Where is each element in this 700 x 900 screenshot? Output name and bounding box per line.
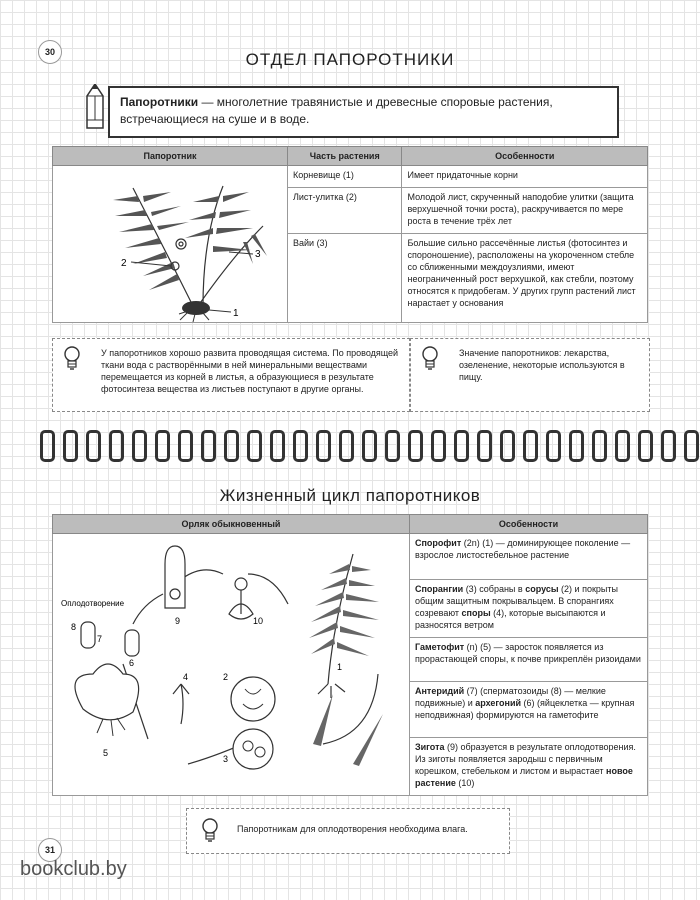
fern-parts-table (52, 146, 648, 323)
note-fertilization-water: Папоротникам для оплодотворения необходима влага. (186, 808, 510, 854)
part-rhizome: Корневище (1) (288, 166, 402, 188)
fern-illustration-cell (53, 166, 288, 323)
fern-label-2: 2 (121, 258, 127, 269)
feature-rhizome: Имеет придаточные корни (402, 166, 648, 188)
diagram-label-9: 9 (175, 616, 181, 626)
pencil-icon (86, 84, 104, 132)
definition-term: Папоротники (120, 95, 199, 109)
definition-text: — многолетние травянистые и древесные споровые растения, встречающиеся на суше и в воде. (120, 95, 553, 126)
page-number-top: 30 (38, 40, 62, 64)
diagram-label-6: 6 (129, 658, 135, 668)
fern-label-1: 1 (233, 308, 239, 319)
note-fern-value: Значение папоротников: лекарства, озеленение, некоторые используются в пищу. (410, 338, 650, 412)
header-features: Особенности (402, 147, 648, 166)
diagram-label-5: 5 (103, 748, 109, 758)
feature-sporophyte: Спорофит (2n) (1) — доминирующее поколение — взрослое листостебельное растение (410, 534, 648, 580)
diagram-label-10: 10 (253, 616, 264, 626)
part-fiddlehead: Лист-улитка (2) (288, 188, 402, 234)
header-plant-part: Часть растения (288, 147, 402, 166)
diagram-label-4: 4 (183, 672, 189, 682)
feature-fiddlehead: Молодой лист, скрученный наподобие улитки (защита верхушечной точки роста), раскручивается по мере роста в течение трёх лет (402, 188, 648, 234)
feature-sporangia: Спорангии (3) собраны в сорусы (2) и покрыты общим защитным покрывальцем. В спорангиях созревают споры (4), которые высыпаются и разносятся ветром (410, 580, 648, 638)
diagram-label-7: 7 (97, 634, 103, 644)
page-number-bottom: 31 (38, 838, 62, 862)
diagram-label-3: 3 (223, 754, 229, 764)
feature-antheridium: Антеридий (7) (сперматозоиды (8) — мелкие подвижные) и архегоний (6) (яйцеклетка — крупная неподвижная) формируются на гаметофите (410, 682, 648, 738)
life-cycle-diagram-cell (53, 534, 410, 796)
spiral-binding (40, 430, 680, 460)
life-cycle-table (52, 514, 648, 796)
fertilization-label: Оплодотворение (61, 599, 125, 608)
section-title-ferns: ОТДЕЛ ПАПОРОТНИКИ (245, 50, 455, 69)
feature-zygote: Зигота (9) образуется в результате оплодотворения. Из зиготы появляется зародыш с первичным корешком, стебельком и листом и вырастает новое растение (10) (410, 738, 648, 796)
header-bracken: Орляк обыкновенный (53, 515, 410, 534)
life-cycle-diagram (53, 534, 409, 786)
definition-box (108, 86, 619, 138)
section-title-life-cycle: Жизненный цикл папоротников (219, 486, 481, 505)
feature-gametophyte: Гаметофит (n) (5) — заросток появляется из прорастающей споры, к почве прикреплён ризоидами (410, 638, 648, 682)
header-features-2: Особенности (410, 515, 648, 534)
fern-illustration (53, 166, 287, 322)
header-fern: Папоротник (53, 147, 288, 166)
lightbulb-icon (201, 817, 219, 845)
diagram-label-2: 2 (223, 672, 229, 682)
lightbulb-icon (63, 345, 81, 373)
lightbulb-icon (421, 345, 439, 373)
diagram-label-8: 8 (71, 622, 77, 632)
feature-fronds: Большие сильно рассечённые листья (фотосинтез и спороношение), расположены на укороченном стебле со сближенными междоузлиями, имеют неограниченный рост верхушкой, как стебли, поэтому относятся к придобегам. У других групп растений лист нарастает у основания (402, 234, 648, 323)
part-fronds: Вайи (3) (288, 234, 402, 323)
fern-label-3: 3 (255, 249, 261, 260)
watermark: bookclub.by (20, 858, 127, 880)
note-conducting-system: У папоротников хорошо развита проводящая система. По проводящей ткани вода с растворёнными в ней минеральными веществами перемещается из корней в листья, а образующиеся в результате фотосинтеза вещества из листьев поступают в другие органы. (52, 338, 410, 412)
diagram-label-1: 1 (337, 662, 343, 672)
